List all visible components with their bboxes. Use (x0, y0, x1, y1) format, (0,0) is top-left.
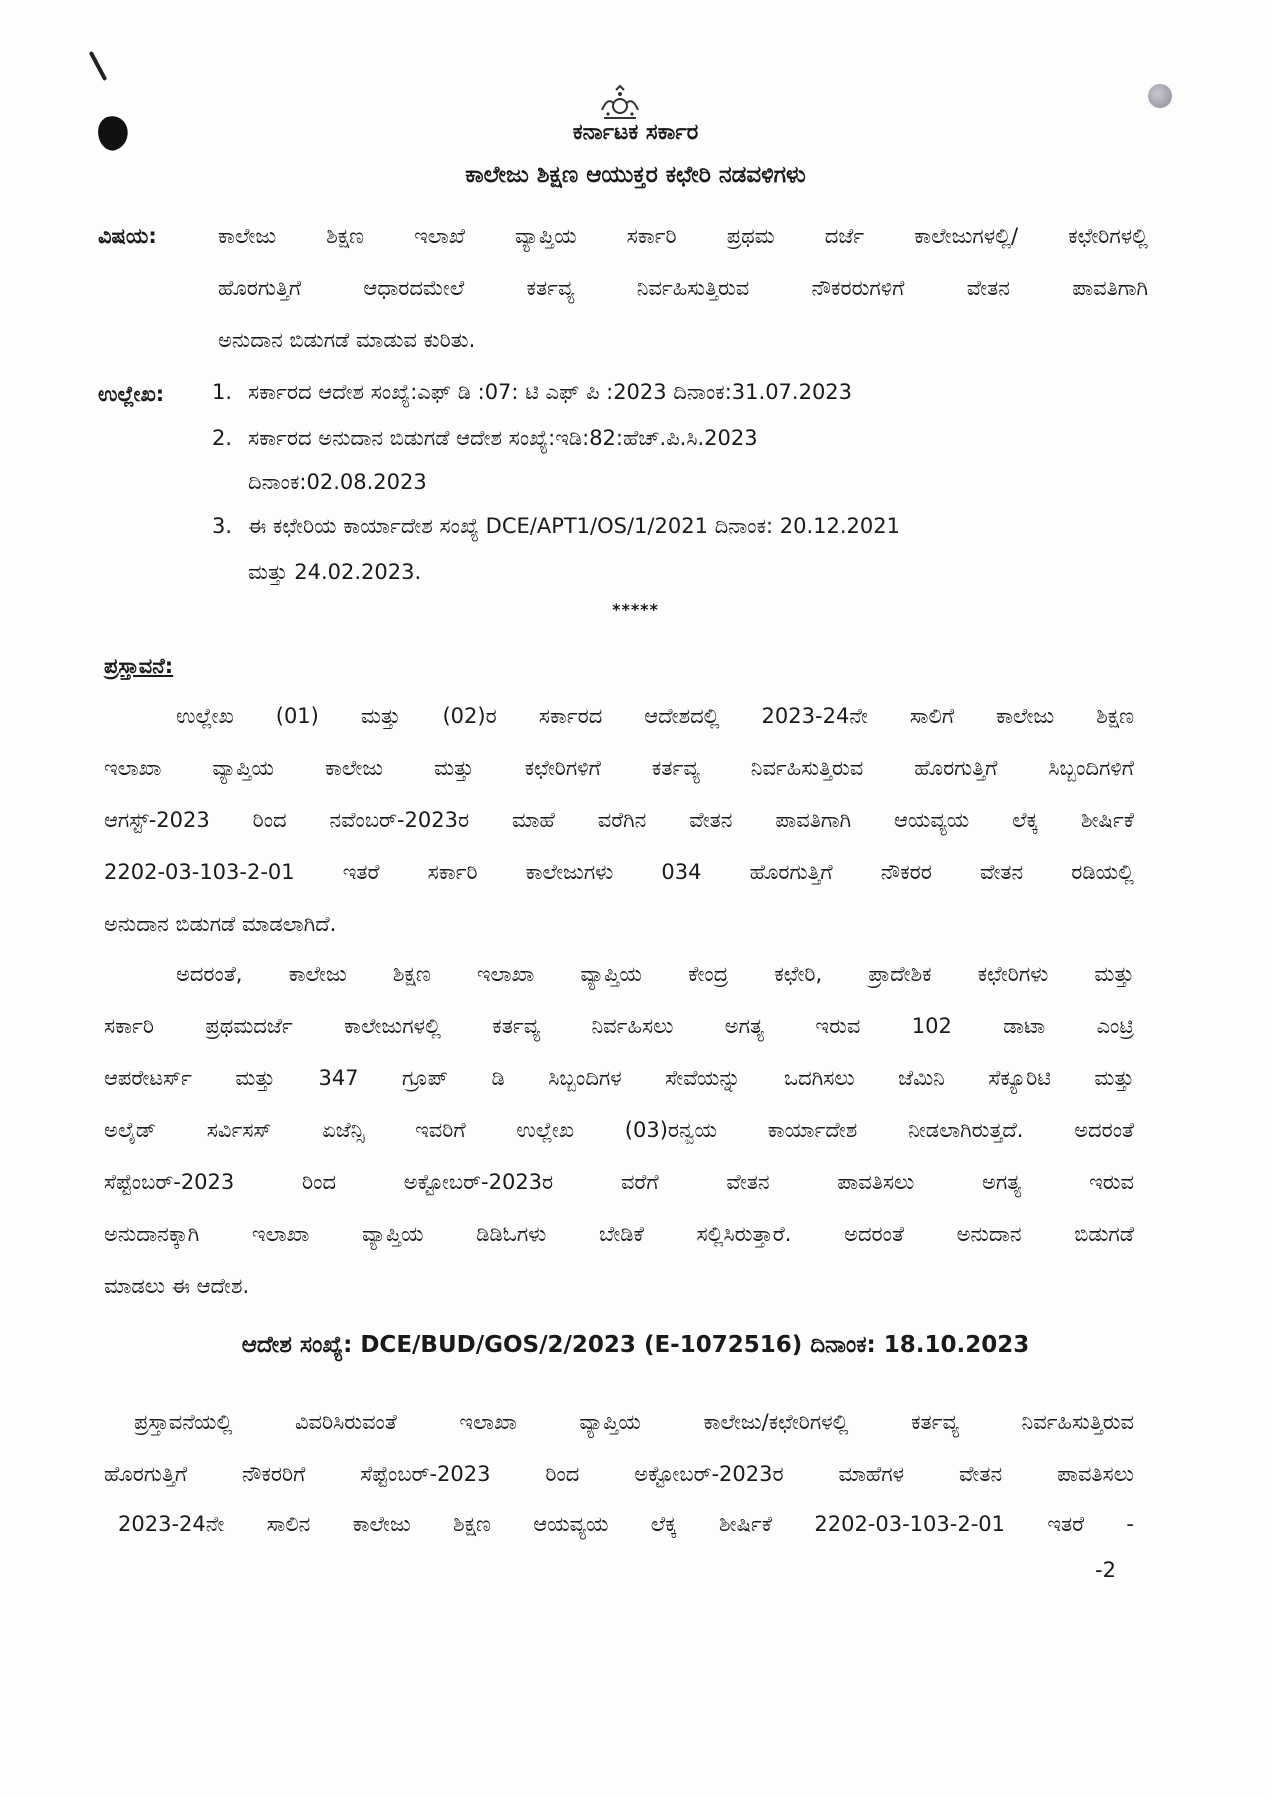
reference-number: 1. (212, 380, 233, 404)
separator: ***** (612, 600, 659, 619)
preamble-line: ಮಾಡಲು ಈ ಆದೇಶ. (104, 1274, 250, 1298)
reference-text: ಈ ಕಛೇರಿಯ ಕಾರ್ಯಾದೇಶ ಸಂಖ್ಯೆ DCE/APT1/OS/1/2021 ದಿನಾಂಕ: 20.12.2021 (248, 514, 901, 538)
page-continuation: -2 (1095, 1558, 1116, 1582)
reference-text: ಸರ್ಕಾರದ ಆದೇಶ ಸಂಖ್ಯೆ:ಎಫ್ ಡಿ :07: ಟಿ ಎಫ್ ಪಿ :2023 ದಿನಾಂಕ:31.07.2023 (248, 380, 853, 404)
preamble-line: ಆಪರೇಟರ್ಸ್ ಮತ್ತು 347 ಗ್ರೂಪ್ ಡಿ ಸಿಬ್ಬಂದಿಗಳ ಸೇವೆಯನ್ನು ಒದಗಿಸಲು ಜೆಮಿನಿ ಸೆಕ್ಯೂರಿಟಿ ಮತ್ತು (104, 1066, 1134, 1090)
preamble-line: ಅಲೈಡ್ ಸರ್ವಿಸಸ್ ಏಜೆನ್ಸಿ ಇವರಿಗೆ ಉಲ್ಲೇಖ (03)ರನ್ವಯ ಕಾರ್ಯಾದೇಶ ನೀಡಲಾಗಿರುತ್ತದೆ. ಅದರಂತೆ (104, 1118, 1134, 1142)
reference-text: ಮತ್ತು 24.02.2023. (248, 560, 422, 584)
subject-line: ಅನುದಾನ ಬಿಡುಗಡೆ ಮಾಡುವ ಕುರಿತು. (218, 328, 476, 352)
reference-number: 3. (212, 514, 233, 538)
office-title: ಕಾಲೇಜು ಶಿಕ್ಷಣ ಆಯುಕ್ತರ ಕಛೇರಿ ನಡವಳಿಗಳು (465, 162, 806, 188)
reference-number: 2. (212, 426, 233, 450)
government-title: ಕರ್ನಾಟಕ ಸರ್ಕಾರ (572, 120, 699, 145)
order-body-line: 2023-24ನೇ ಸಾಲಿನ ಕಾಲೇಜು ಶಿಕ್ಷಣ ಆಯವ್ಯಯ ಲೆಕ್ಕ ಶೀರ್ಷಿಕೆ 2202-03-103-2-01 ಇತರೆ - (118, 1512, 1134, 1536)
state-emblem-icon (594, 84, 646, 124)
preamble-line: ಸೆಪ್ಟೆಂಬರ್-2023 ರಿಂದ ಅಕ್ಟೋಬರ್-2023ರ ವರೆಗೆ ವೇತನ ಪಾವತಿಸಲು ಅಗತ್ಯ ಇರುವ (104, 1170, 1134, 1194)
preamble-line: ಅನುದಾನಕ್ಕಾಗಿ ಇಲಾಖಾ ವ್ಯಾಪ್ತಿಯ ಡಿಡಿಓಗಳು ಬೇಡಿಕೆ ಸಲ್ಲಿಸಿರುತ್ತಾರೆ. ಅದರಂತೆ ಅನುದಾನ ಬಿಡುಗಡೆ (104, 1222, 1134, 1246)
preamble-line: ಅನುದಾನ ಬಿಡುಗಡೆ ಮಾಡಲಾಗಿದೆ. (104, 912, 337, 936)
preamble-line: ಸರ್ಕಾರಿ ಪ್ರಥಮದರ್ಜೆ ಕಾಲೇಜುಗಳಲ್ಲಿ ಕರ್ತವ್ಯ ನಿರ್ವಹಿಸಲು ಅಗತ್ಯ ಇರುವ 102 ಡಾಟಾ ಎಂಟ್ರಿ (104, 1014, 1134, 1038)
preamble-line: ಆಗಸ್ಟ್-2023 ರಿಂದ ನವೆಂಬರ್-2023ರ ಮಾಹೆ ವರೆಗಿನ ವೇತನ ಪಾವತಿಗಾಗಿ ಆಯವ್ಯಯ ಲೆಕ್ಕ ಶೀರ್ಷಿಕೆ (104, 808, 1134, 832)
reference-text: ಸರ್ಕಾರದ ಅನುದಾನ ಬಿಡುಗಡೆ ಆದೇಶ ಸಂಖ್ಯೆ:ಇಡಿ:82:ಹೆಚ್.ಪಿ.ಸಿ.2023 (248, 426, 758, 450)
preamble-line: ಅದರಂತೆ, ಕಾಲೇಜು ಶಿಕ್ಷಣ ಇಲಾಖಾ ವ್ಯಾಪ್ತಿಯ ಕೇಂದ್ರ ಕಛೇರಿ, ಪ್ರಾದೇಶಿಕ ಕಛೇರಿಗಳು ಮತ್ತು (176, 962, 1134, 986)
subject-label: ವಿಷಯ: (98, 224, 157, 248)
reference-text: ದಿನಾಂಕ:02.08.2023 (248, 470, 427, 494)
preamble-line: 2202-03-103-2-01 ಇತರೆ ಸರ್ಕಾರಿ ಕಾಲೇಜುಗಳು 034 ಹೊರಗುತ್ತಿಗೆ ನೌಕರರ ವೇತನ ರಡಿಯಲ್ಲಿ (104, 860, 1134, 884)
preamble-line: ಉಲ್ಲೇಖ (01) ಮತ್ತು (02)ರ ಸರ್ಕಾರದ ಆದೇಶದಲ್ಲಿ 2023-24ನೇ ಸಾಲಿಗೆ ಕಾಲೇಜು ಶಿಕ್ಷಣ (176, 704, 1134, 728)
preamble-heading: ಪ್ರಸ್ತಾವನೆ: (104, 654, 174, 678)
preamble-line: ಇಲಾಖಾ ವ್ಯಾಪ್ತಿಯ ಕಾಲೇಜು ಮತ್ತು ಕಛೇರಿಗಳಿಗೆ ಕರ್ತವ್ಯ ನಿರ್ವಹಿಸುತ್ತಿರುವ ಹೊರಗುತ್ತಿಗೆ ಸಿಬ್ಬಂದಿಗಳಿಗೆ (104, 756, 1134, 780)
order-body-line: ಪ್ರಸ್ತಾವನೆಯಲ್ಲಿ ವಿವರಿಸಿರುವಂತೆ ಇಲಾಖಾ ವ್ಯಾಪ್ತಿಯ ಕಾಲೇಜು/ಕಛೇರಿಗಳಲ್ಲಿ ಕರ್ತವ್ಯ ನಿರ್ವಹಿಸುತ್ತಿರುವ (134, 1410, 1134, 1434)
punch-dot (1148, 84, 1172, 108)
subject-line: ಹೊರಗುತ್ತಿಗೆ ಆಧಾರದಮೇಲೆ ಕರ್ತವ್ಯ ನಿರ್ವಹಿಸುತ್ತಿರುವ ನೌಕರರುಗಳಿಗೆ ವೇತನ ಪಾವತಿಗಾಗಿ (218, 276, 1148, 300)
order-body-line: ಹೊರಗುತ್ತಿಗೆ ನೌಕರರಿಗೆ ಸೆಪ್ಟೆಂಬರ್-2023 ರಿಂದ ಅಕ್ಟೋಬರ್-2023ರ ಮಾಹೆಗಳ ವೇತನ ಪಾವತಿಸಲು (104, 1462, 1134, 1486)
reference-label: ಉಲ್ಲೇಖ: (98, 382, 165, 406)
pen-mark (89, 51, 108, 81)
order-number: ಆದೇಶ ಸಂಖ್ಯೆ: DCE/BUD/GOS/2/2023 (E-1072516) ದಿನಾಂಕ: 18.10.2023 (241, 1332, 1030, 1358)
subject-line: ಕಾಲೇಜು ಶಿಕ್ಷಣ ಇಲಾಖೆ ವ್ಯಾಪ್ತಿಯ ಸರ್ಕಾರಿ ಪ್ರಥಮ ದರ್ಜೆ ಕಾಲೇಜುಗಳಲ್ಲಿ/ ಕಛೇರಿಗಳಲ್ಲಿ (218, 224, 1148, 248)
